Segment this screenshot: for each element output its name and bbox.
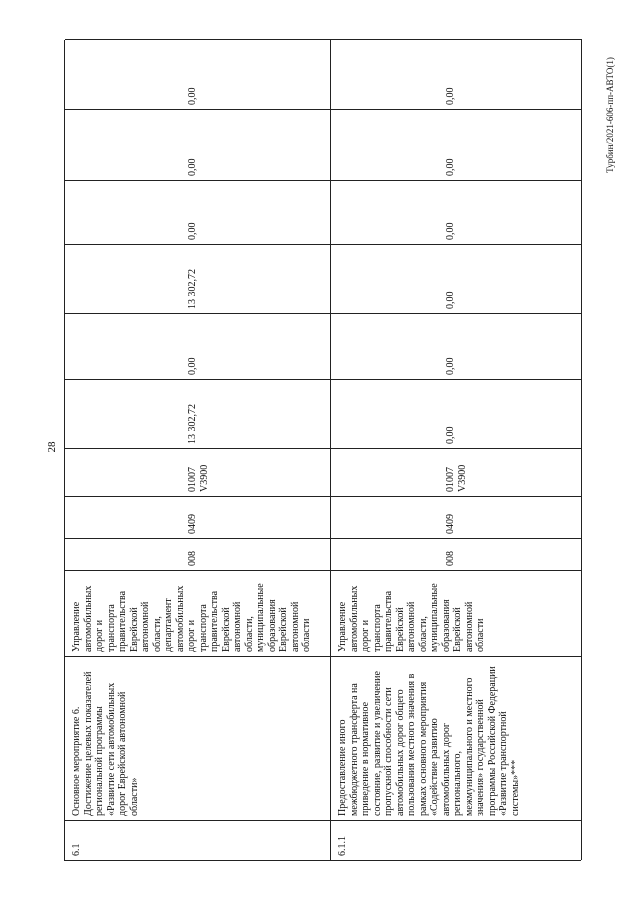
grbs-code: 008 <box>65 538 330 570</box>
rzpr-code: 0409 <box>65 496 330 538</box>
value-cell: 0,00 <box>65 109 330 180</box>
value-cell: 0,00 <box>65 180 330 244</box>
grbs-code: 008 <box>331 538 581 570</box>
responsible-executor: Управление автомобильных дорог и транспорта правительства Еврейской автономной области, департамент автомобильных дорог и транспорта правительства Еврейской автономной области, муниципальные образования Еврейской автономной области <box>65 570 330 656</box>
program-table <box>64 40 581 861</box>
value-cell: 0,00 <box>65 39 330 109</box>
value-cell: 13 302,72 <box>65 379 330 448</box>
page-number: 28 <box>46 441 58 453</box>
value-cell: 0,00 <box>331 39 581 109</box>
table-row <box>331 39 582 860</box>
activity-name: Основное мероприятие 6. Достижение целевых показателей региональной программы «Развитие сети автомобильных дорог Еврейской автономной области» <box>65 656 330 820</box>
activity-name: Предоставление иного межбюджетного трансферта на приведение в нормативное состояние, развитие и увеличение пропускной способности сети автомобильных дорог общего пользования местного значения в рамках основного мероприятия «Содействие развитию автомобильных дорог регионального, межмуниципального и местного значения» государственной программы Российской Федерации «Развитие транспортной системы»*** <box>331 656 581 820</box>
value-cell: 0,00 <box>331 313 581 379</box>
row-number: 6.1 <box>65 820 330 860</box>
csr-code: 01007 V3900 <box>331 448 581 496</box>
value-cell: 0,00 <box>331 109 581 180</box>
rzpr-code: 0409 <box>331 496 581 538</box>
csr-code: 01007 V3900 <box>65 448 330 496</box>
value-cell: 0,00 <box>331 379 581 448</box>
document-code: Турбин/2021-606-пп-АВТО(1) <box>605 57 615 173</box>
table-row <box>65 39 331 860</box>
value-cell: 0,00 <box>331 180 581 244</box>
responsible-executor: Управление автомобильных дорог и транспорта правительства Еврейской автономной области, муниципальные образования Еврейской автономной области <box>331 570 581 656</box>
value-cell: 13 302,72 <box>65 244 330 313</box>
row-number: 6.1.1 <box>331 820 581 860</box>
value-cell: 0,00 <box>331 244 581 313</box>
value-cell: 0,00 <box>65 313 330 379</box>
